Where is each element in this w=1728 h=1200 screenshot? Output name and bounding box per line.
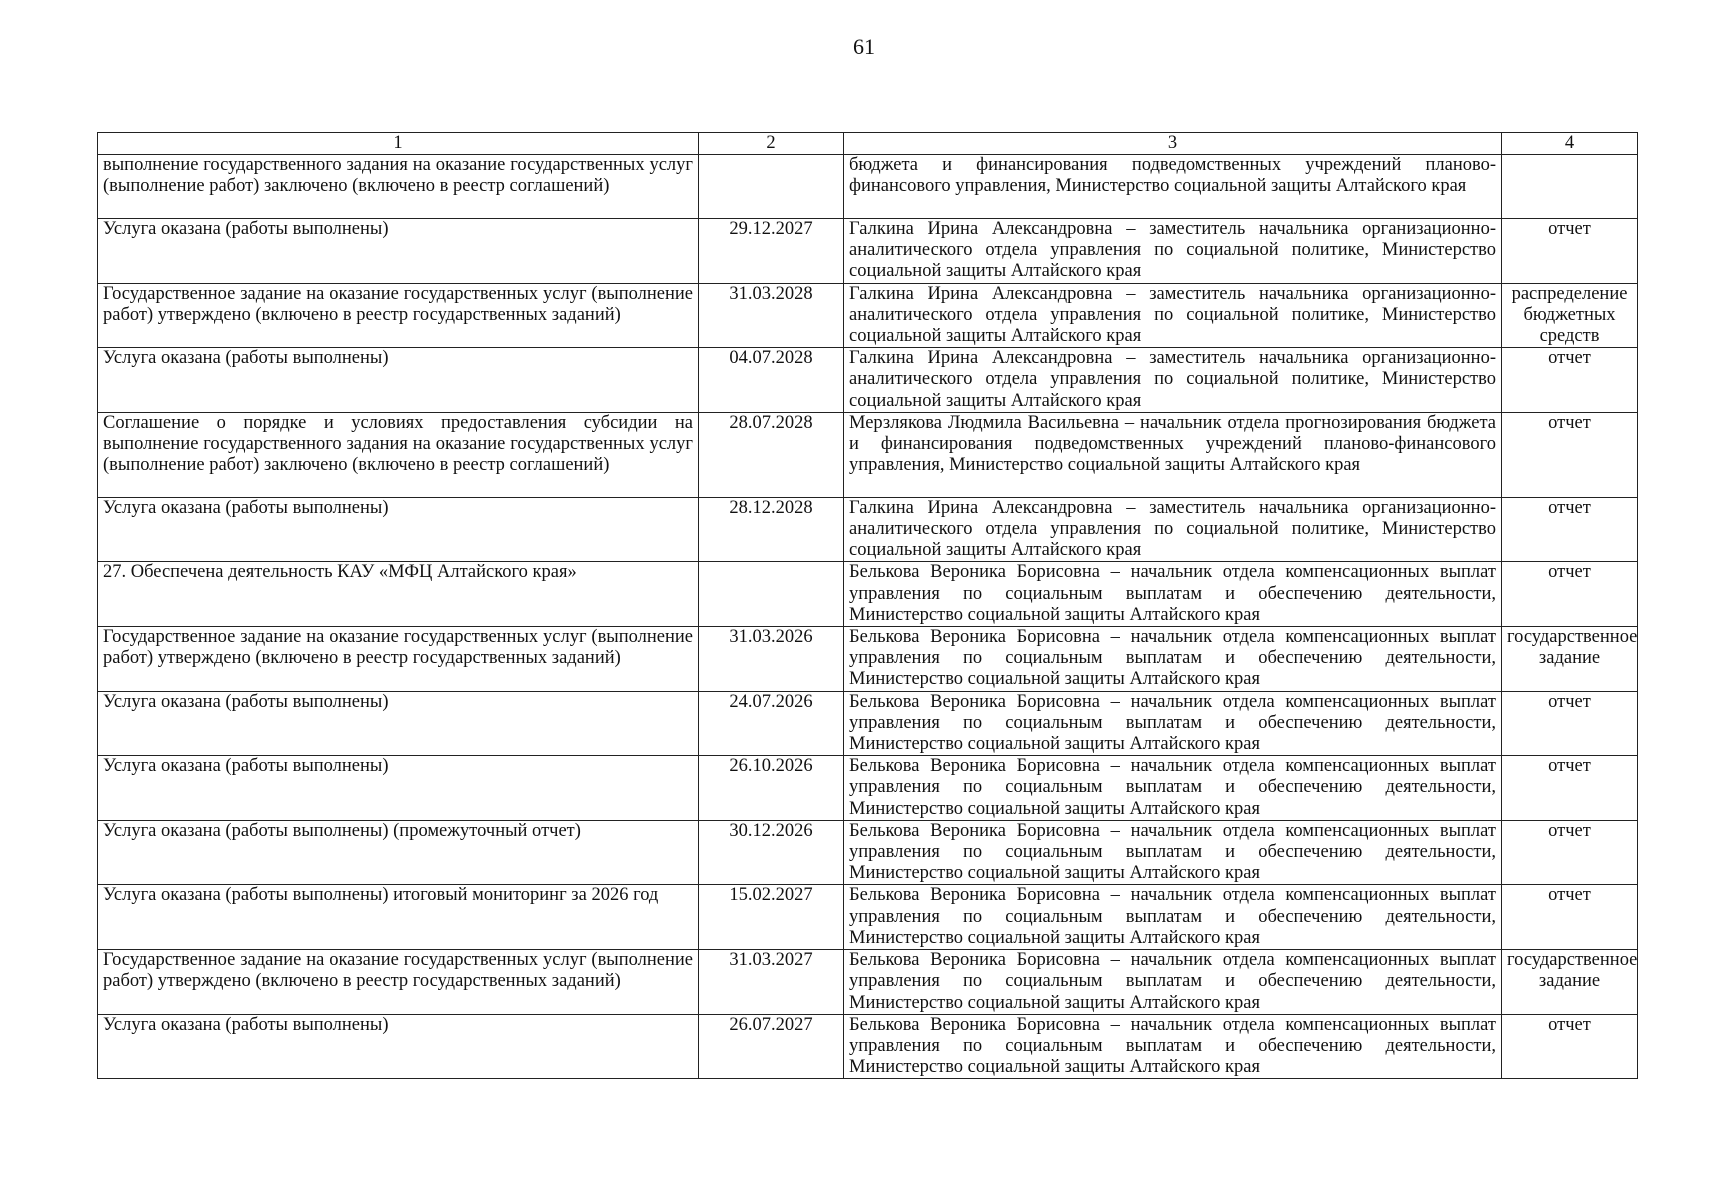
date-cell: 31.03.2027 — [699, 950, 844, 1015]
document-type-cell: отчет — [1502, 348, 1638, 413]
responsible-cell: Белькова Вероника Борисовна – начальник отдела компенсационных выплат управления по социальным выплатам и обеспечению деятельности, Министерство социальной защиты Алтайского края — [844, 820, 1502, 885]
responsible-cell: Белькова Вероника Борисовна – начальник отдела компенсационных выплат управления по социальным выплатам и обеспечению деятельности, Министерство социальной защиты Алтайского края — [844, 691, 1502, 756]
events-table — [97, 132, 1638, 1079]
document-type-cell: отчет — [1502, 497, 1638, 562]
responsible-cell: бюджета и финансирования подведомственных учреждений планово-финансового управления, Министерство социальной защиты Алтайского края — [844, 155, 1502, 219]
event-cell: Соглашение о порядке и условиях предоставления субсидии на выполнение государственного задания на оказание государственных услуг (выполнение работ) заключено (включено в реестр соглашений) — [98, 412, 699, 497]
document-type-cell: отчет — [1502, 1014, 1638, 1079]
date-cell: 04.07.2028 — [699, 348, 844, 413]
table-row — [98, 348, 1638, 413]
date-cell — [699, 562, 844, 627]
responsible-cell: Галкина Ирина Александровна – заместитель начальника организационно-аналитического отдела управления по социальной политике, Министерство социальной защиты Алтайского края — [844, 219, 1502, 284]
document-type-cell: государственное задание — [1502, 627, 1638, 692]
responsible-cell: Белькова Вероника Борисовна – начальник отдела компенсационных выплат управления по социальным выплатам и обеспечению деятельности, Министерство социальной защиты Алтайского края — [844, 627, 1502, 692]
table-row — [98, 691, 1638, 756]
table-row — [98, 1014, 1638, 1079]
responsible-cell: Галкина Ирина Александровна – заместитель начальника организационно-аналитического отдела управления по социальной политике, Министерство социальной защиты Алтайского края — [844, 497, 1502, 562]
table-row — [98, 219, 1638, 284]
date-cell — [699, 155, 844, 219]
document-type-cell: отчет — [1502, 885, 1638, 950]
table-row — [98, 155, 1638, 219]
document-type-cell — [1502, 155, 1638, 219]
table-row — [98, 283, 1638, 348]
event-cell: Услуга оказана (работы выполнены) — [98, 497, 699, 562]
responsible-cell: Белькова Вероника Борисовна – начальник отдела компенсационных выплат управления по социальным выплатам и обеспечению деятельности, Министерство социальной защиты Алтайского края — [844, 1014, 1502, 1079]
table-row — [98, 412, 1638, 497]
table-row — [98, 820, 1638, 885]
event-cell: Государственное задание на оказание государственных услуг (выполнение работ) утверждено (включено в реестр государственных заданий) — [98, 283, 699, 348]
responsible-cell: Белькова Вероника Борисовна – начальник отдела компенсационных выплат управления по социальным выплатам и обеспечению деятельности, Министерство социальной защиты Алтайского края — [844, 885, 1502, 950]
event-cell: Государственное задание на оказание государственных услуг (выполнение работ) утверждено (включено в реестр государственных заданий) — [98, 950, 699, 1015]
date-cell: 29.12.2027 — [699, 219, 844, 284]
document-type-cell: государственное задание — [1502, 950, 1638, 1015]
table-row — [98, 497, 1638, 562]
date-cell: 28.12.2028 — [699, 497, 844, 562]
table-row — [98, 885, 1638, 950]
date-cell: 24.07.2026 — [699, 691, 844, 756]
event-cell: Государственное задание на оказание государственных услуг (выполнение работ) утверждено (включено в реестр государственных заданий) — [98, 627, 699, 692]
page-number: 61 — [853, 34, 875, 59]
event-cell: Услуга оказана (работы выполнены) (промежуточный отчет) — [98, 820, 699, 885]
responsible-cell: Белькова Вероника Борисовна – начальник отдела компенсационных выплат управления по социальным выплатам и обеспечению деятельности, Министерство социальной защиты Алтайского края — [844, 950, 1502, 1015]
table-row — [98, 950, 1638, 1015]
date-cell: 26.07.2027 — [699, 1014, 844, 1079]
header-row — [98, 133, 1638, 155]
event-cell: 27. Обеспечена деятельность КАУ «МФЦ Алтайского края» — [98, 562, 699, 627]
document-type-cell: отчет — [1502, 691, 1638, 756]
table-row — [98, 627, 1638, 692]
date-cell: 31.03.2026 — [699, 627, 844, 692]
event-cell: Услуга оказана (работы выполнены) — [98, 691, 699, 756]
document-type-cell: отчет — [1502, 412, 1638, 497]
column-header-3: 3 — [844, 133, 1502, 155]
responsible-cell: Белькова Вероника Борисовна – начальник отдела компенсационных выплат управления по социальным выплатам и обеспечению деятельности, Министерство социальной защиты Алтайского края — [844, 756, 1502, 821]
table-row — [98, 562, 1638, 627]
event-cell: выполнение государственного задания на оказание государственных услуг (выполнение работ) заключено (включено в реестр соглашений) — [98, 155, 699, 219]
responsible-cell: Галкина Ирина Александровна – заместитель начальника организационно-аналитического отдела управления по социальной политике, Министерство социальной защиты Алтайского края — [844, 348, 1502, 413]
event-cell: Услуга оказана (работы выполнены) — [98, 1014, 699, 1079]
column-header-2: 2 — [699, 133, 844, 155]
date-cell: 28.07.2028 — [699, 412, 844, 497]
document-type-cell: отчет — [1502, 219, 1638, 284]
column-header-1: 1 — [98, 133, 699, 155]
document-type-cell: отчет — [1502, 820, 1638, 885]
responsible-cell: Мерзлякова Людмила Васильевна – начальник отдела прогнозирования бюджета и финансирования подведомственных учреждений планово-финансового управления, Министерство социальной защиты Алтайского края — [844, 412, 1502, 497]
date-cell: 31.03.2028 — [699, 283, 844, 348]
event-cell: Услуга оказана (работы выполнены) итоговый мониторинг за 2026 год — [98, 885, 699, 950]
table-row — [98, 756, 1638, 821]
document-type-cell: распределение бюджетных средств — [1502, 283, 1638, 348]
date-cell: 30.12.2026 — [699, 820, 844, 885]
responsible-cell: Галкина Ирина Александровна – заместитель начальника организационно-аналитического отдела управления по социальной политике, Министерство социальной защиты Алтайского края — [844, 283, 1502, 348]
event-cell: Услуга оказана (работы выполнены) — [98, 348, 699, 413]
event-cell: Услуга оказана (работы выполнены) — [98, 756, 699, 821]
document-type-cell: отчет — [1502, 562, 1638, 627]
date-cell: 15.02.2027 — [699, 885, 844, 950]
document-type-cell: отчет — [1502, 756, 1638, 821]
column-header-4: 4 — [1502, 133, 1638, 155]
event-cell: Услуга оказана (работы выполнены) — [98, 219, 699, 284]
date-cell: 26.10.2026 — [699, 756, 844, 821]
responsible-cell: Белькова Вероника Борисовна – начальник отдела компенсационных выплат управления по социальным выплатам и обеспечению деятельности, Министерство социальной защиты Алтайского края — [844, 562, 1502, 627]
